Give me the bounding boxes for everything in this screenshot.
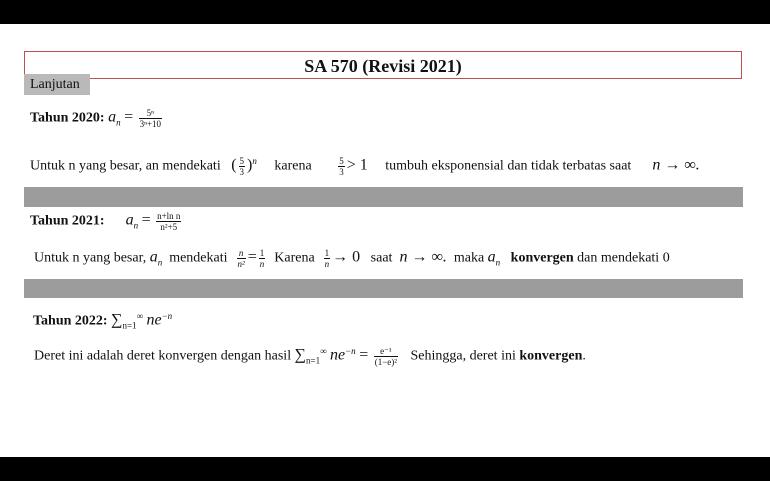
year-2020-explanation: Untuk n yang besar, an mendekati ( $\frac{5}{3}$ )$^n$ karena $\frac{5}{3}$ > 1 tumbuh eksponensial dan tidak terbatas saat n → ∞. <box>30 156 700 177</box>
limit-fraction: $\frac{5}{3}$ <box>239 156 245 177</box>
convergent-word-2022: konvergen <box>519 348 583 364</box>
a-subscript: n <box>116 117 121 128</box>
explanation-2020-d: n → ∞. <box>652 156 700 174</box>
explanation-2022-b: Sehingga, deret ini <box>410 348 516 364</box>
divider-bar-2 <box>24 279 743 298</box>
convergent-word-2021: konvergen <box>510 250 574 266</box>
year-2022-heading: Tahun 2022: $\sum_{n=1}^\infty$ $ne^{-n}$ <box>33 311 173 331</box>
slide <box>0 24 770 457</box>
fraction-2021: $\frac{\text{n+ln n}}{\text{n²+5}}$ <box>157 211 181 232</box>
slide-title: SA 570 (Revisi 2021) <box>24 51 742 79</box>
result-fraction: $\frac{\text{e⁻¹}}{\text{(1−e)²}}$ <box>374 346 397 367</box>
explanation-2022-a: Deret ini adalah deret konvergen dengan hasil <box>34 348 292 364</box>
year-2021-label: Tahun 2021: <box>30 213 105 229</box>
year-2021-explanation: Untuk n yang besar, $a_n$ mendekati $\frac{n}{\text{n²}}$ = $\frac{1}{n}$ Karena $\frac{1}{n}$ → 0 saat n → ∞. maka $a_n$ konvergen dan mendekati 0 <box>34 248 670 269</box>
fraction-2020: $\frac{\text{5ⁿ}}{\text{3ⁿ+10}}$ <box>139 108 162 129</box>
year-2020-label: Tahun 2020: <box>30 110 105 126</box>
explanation-2021-c: Karena <box>274 250 315 266</box>
year-2020-heading: Tahun 2020: $a_n$ = $\frac{\text{5ⁿ}}{\text{3ⁿ+10}}$ <box>30 108 162 129</box>
year-2021-heading: Tahun 2021: $a_n$ = $\frac{\text{n+ln n}}{\text{n²+5}}$ <box>30 211 181 232</box>
explanation-2021-b: mendekati <box>169 250 228 266</box>
explanation-2020-c: tumbuh eksponensial dan tidak terbatas saat <box>385 158 632 174</box>
year-2022-label: Tahun 2022: <box>33 313 108 329</box>
year-2022-explanation: Deret ini adalah deret konvergen dengan hasil $\sum_{n=1}^\infty$ $ne^{-n}$ = $\frac{\text{e⁻¹}}{\text{(1−e)²}}$ Sehingga, deret ini konvergen. <box>34 346 586 367</box>
divider-bar-1 <box>24 187 743 207</box>
a-symbol: a <box>108 108 117 126</box>
explanation-2020-b: karena <box>274 158 312 174</box>
explanation-2020-a: Untuk n yang besar, an mendekati <box>30 158 221 174</box>
continuation-tag: Lanjutan <box>24 74 90 95</box>
explanation-2021-a: Untuk n yang besar, <box>34 250 147 266</box>
ratio-fraction: $\frac{5}{3}$ <box>339 156 344 177</box>
